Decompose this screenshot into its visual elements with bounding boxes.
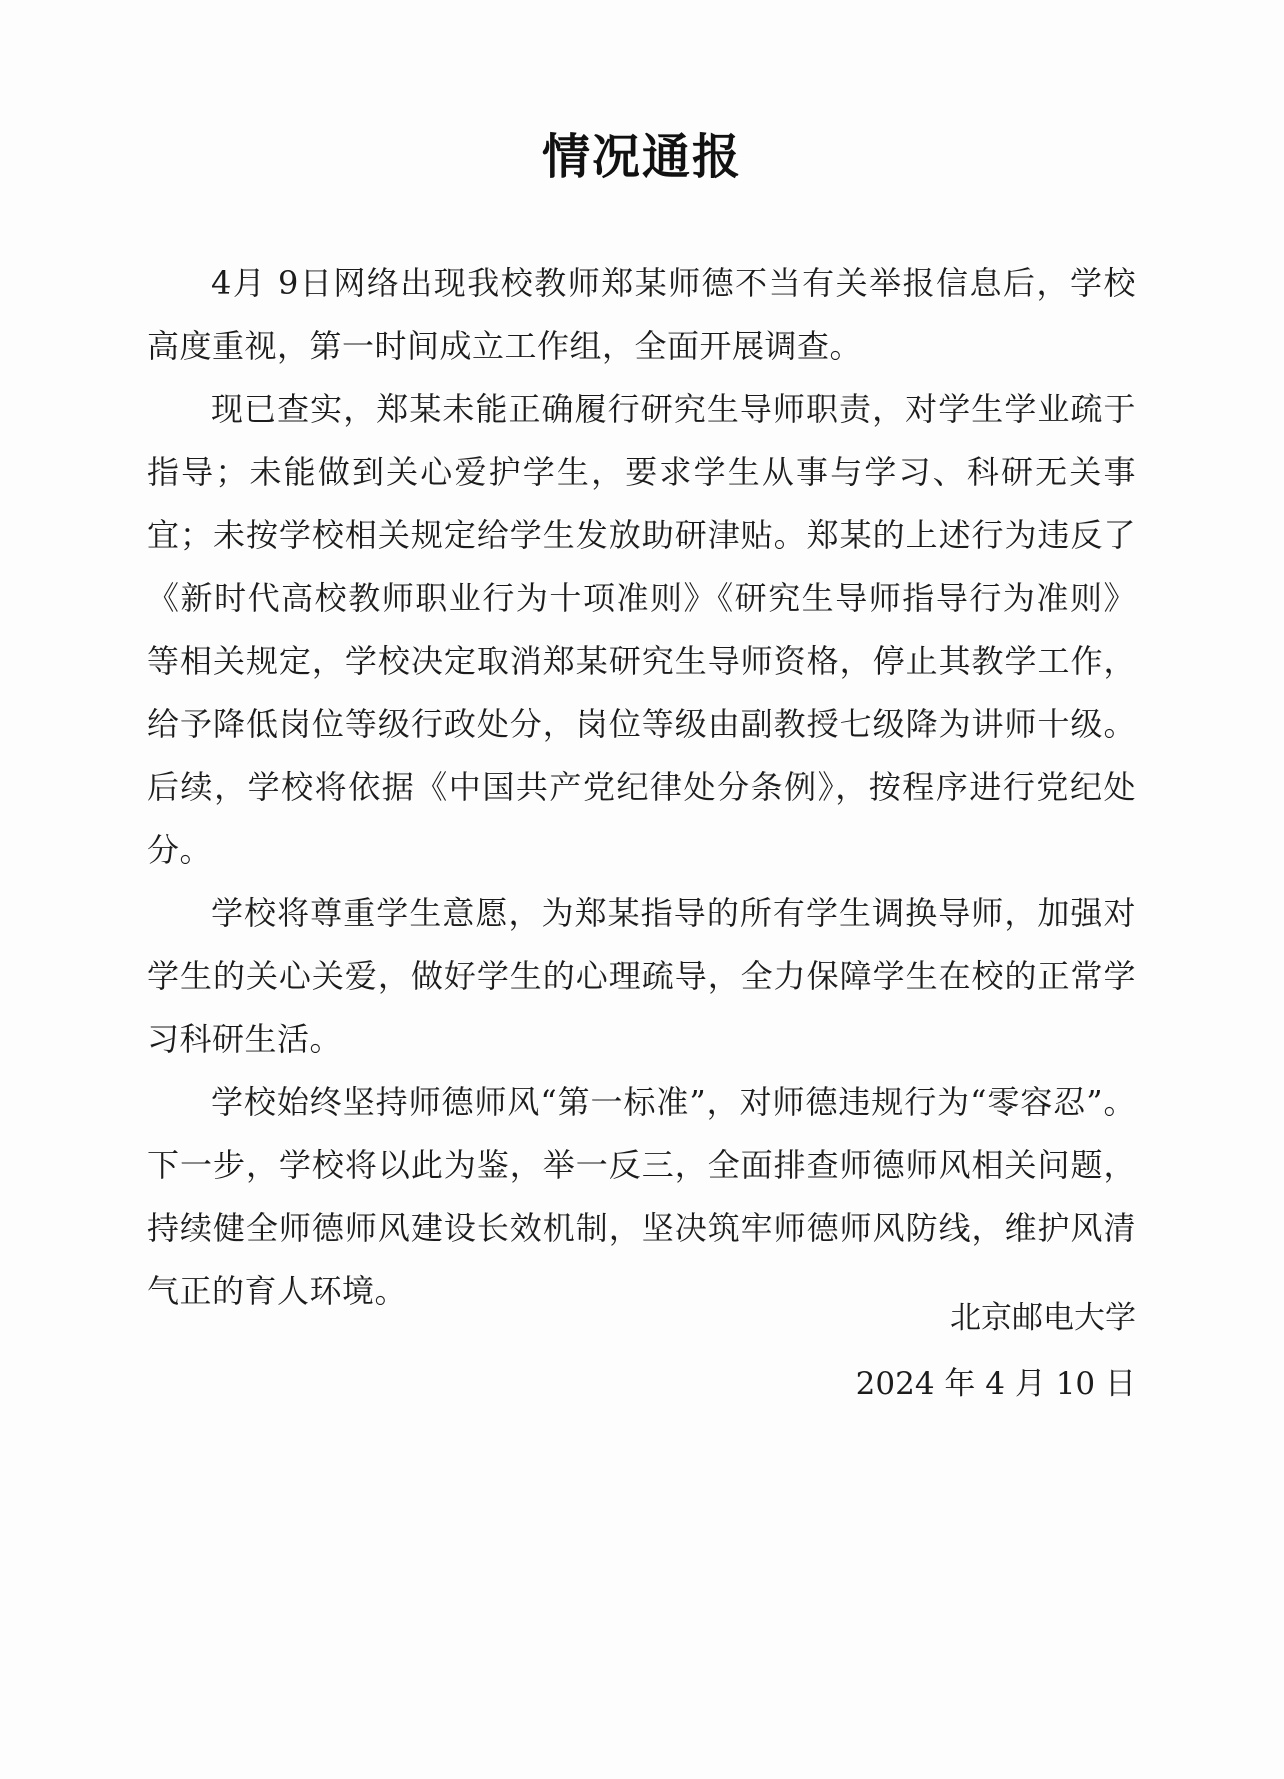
- signature-date: 2024 年 4 月 10 日: [855, 1366, 1136, 1402]
- document-title: 情况通报: [541, 129, 742, 185]
- paragraph-4: 学校始终坚持师德师风“第一标准”，对师德违规行为“零容忍”。下一步，学校将以此为鉴，举一反三，全面排查师德师风相关问题，持续健全师德师风建设长效机制，坚决筑牢师德师风防线，维护风清气正的育人环境。: [147, 1083, 1136, 1310]
- paragraph-3: 学校将尊重学生意愿，为郑某指导的所有学生调换导师，加强对学生的关心关爱，做好学生的心理疏导，全力保障学生在校的正常学习科研生活。: [147, 894, 1136, 1058]
- signature-organization: 北京邮电大学: [950, 1300, 1136, 1336]
- document-body: [147, 252, 1136, 1323]
- paragraph-1: 4月 9日网络出现我校教师郑某师德不当有关举报信息后，学校高度重视，第一时间成立工作组，全面开展调查。: [147, 264, 1136, 365]
- paragraph-2: 现已查实，郑某未能正确履行研究生导师职责，对学生学业疏于指导；未能做到关心爱护学生，要求学生从事与学习、科研无关事宜；未按学校相关规定给学生发放助研津贴。郑某的上述行为违反了《新时代高校教师职业行为十项准则》《研究生导师指导行为准则》等相关规定，学校决定取消郑某研究生导师资格，停止其教学工作，给予降低岗位等级行政处分，岗位等级由副教授七级降为讲师十级。后续，学校将依据《中国共产党纪律处分条例》，按程序进行党纪处分。: [147, 390, 1136, 869]
- signature-block: [856, 1285, 1136, 1417]
